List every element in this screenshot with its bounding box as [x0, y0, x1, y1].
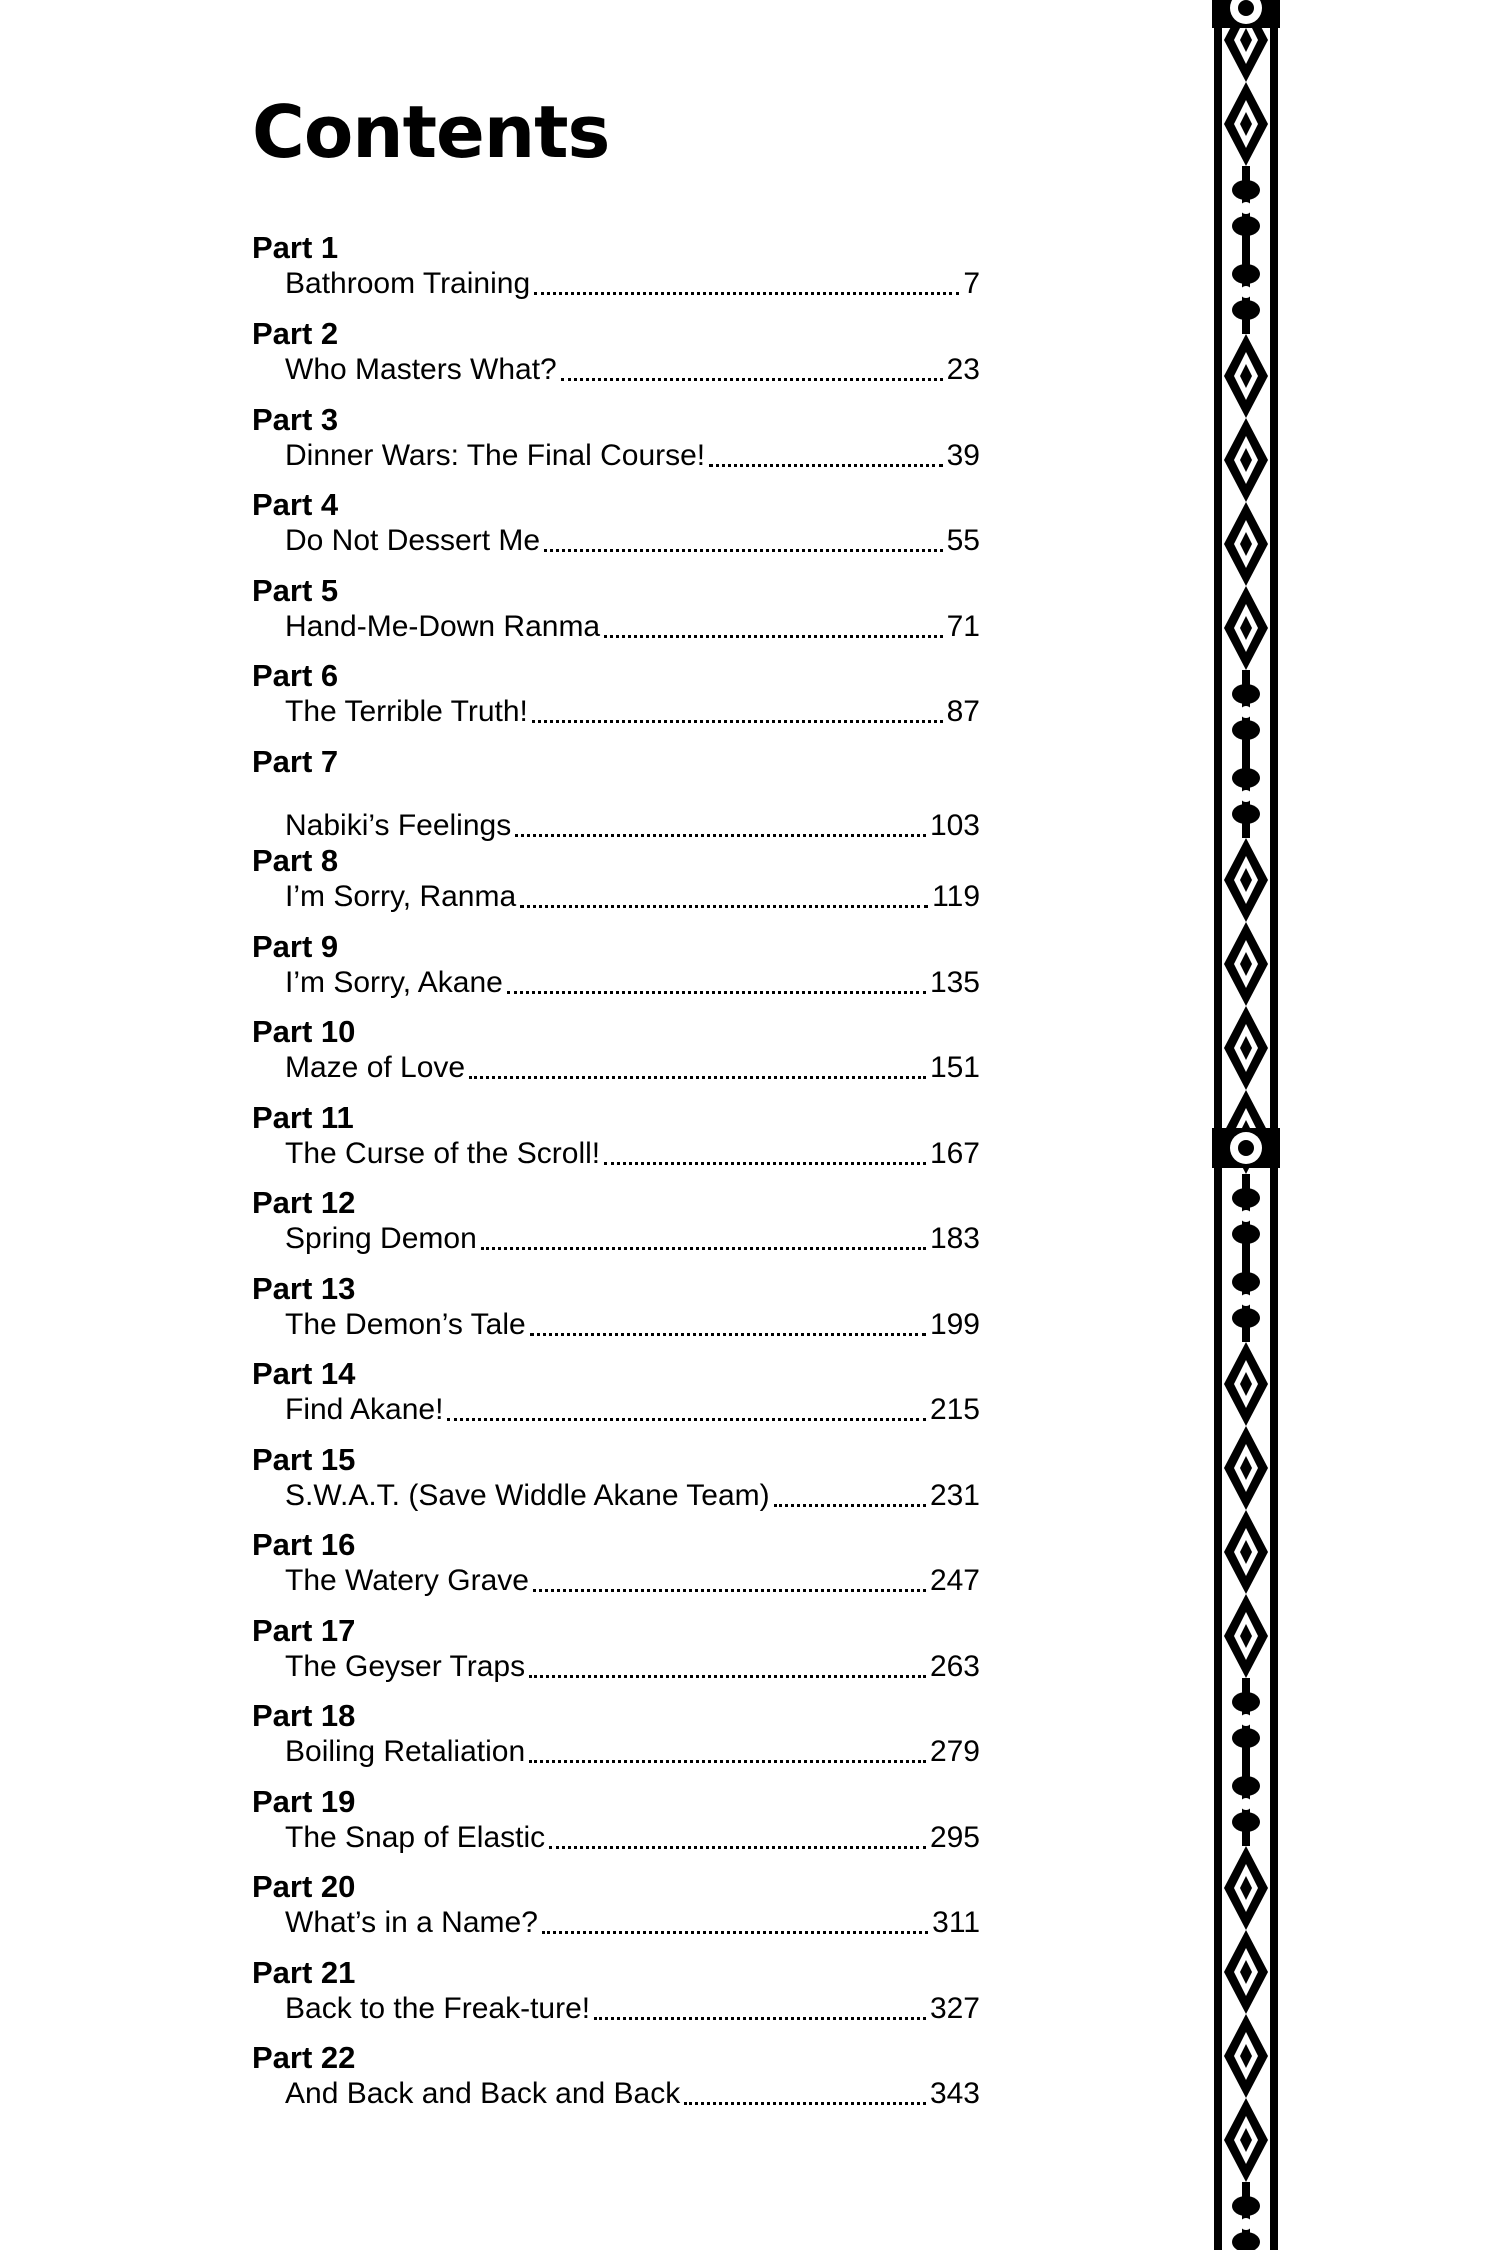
chapter-title: Hand-Me-Down Ranma	[285, 610, 601, 643]
chapter-title: Dinner Wars: The Final Course!	[285, 439, 706, 472]
chapter-line	[285, 1649, 980, 1685]
dot-leader	[542, 1931, 928, 1934]
dot-leader	[529, 1760, 926, 1763]
chapter-line	[285, 1136, 980, 1172]
page-number: 119	[932, 880, 980, 913]
page-number: 151	[929, 1051, 980, 1084]
page-number: 39	[946, 439, 980, 472]
chapter-title: I’m Sorry, Ranma	[285, 880, 517, 913]
dot-leader	[515, 834, 926, 837]
dot-leader	[530, 1333, 926, 1336]
chapter-line	[285, 1991, 980, 2027]
chapter-line	[285, 1905, 980, 1941]
dot-leader	[520, 905, 928, 908]
page-number: 135	[929, 966, 980, 999]
chapter-line	[285, 1820, 980, 1856]
chapter-line	[285, 965, 980, 1001]
dot-leader	[604, 635, 943, 638]
part-label: Part 21	[252, 1955, 356, 1990]
chapter-line	[285, 808, 980, 844]
dot-leader	[549, 1846, 926, 1849]
part-label: Part 4	[252, 487, 339, 522]
chapter-title: The Geyser Traps	[285, 1650, 526, 1683]
dot-leader	[469, 1076, 926, 1079]
chapter-line	[285, 1307, 980, 1343]
part-label: Part 7	[252, 744, 339, 779]
chapter-title: What’s in a Name?	[285, 1906, 538, 1939]
part-label: Part 3	[252, 402, 339, 437]
chapter-line	[285, 1734, 980, 1770]
part-label: Part 13	[252, 1271, 356, 1306]
part-label: Part 17	[252, 1613, 356, 1648]
page-number: 311	[932, 1906, 980, 1939]
page-number: 23	[946, 353, 980, 386]
part-label: Part 1	[252, 230, 339, 265]
chapter-line	[285, 523, 980, 559]
part-label: Part 14	[252, 1356, 356, 1391]
part-label: Part 12	[252, 1185, 356, 1220]
part-label: Part 11	[252, 1100, 354, 1135]
page-number: 167	[929, 1137, 980, 1170]
chapter-line	[285, 352, 980, 388]
page-number: 199	[929, 1308, 980, 1341]
dot-leader	[684, 2102, 926, 2105]
dot-leader	[594, 2017, 926, 2020]
page-number: 343	[929, 2077, 980, 2110]
dot-leader	[709, 464, 942, 467]
part-label: Part 20	[252, 1869, 356, 1904]
page-number: 263	[929, 1650, 980, 1683]
part-label: Part 16	[252, 1527, 356, 1562]
chapter-title: The Curse of the Scroll!	[285, 1137, 601, 1170]
part-label: Part 8	[252, 843, 339, 878]
chapter-line	[285, 438, 980, 474]
dot-leader	[774, 1504, 926, 1507]
chapter-line	[285, 879, 980, 915]
part-label: Part 10	[252, 1014, 356, 1049]
page-number: 71	[946, 610, 980, 643]
chapter-title: Boiling Retaliation	[285, 1735, 526, 1768]
dot-leader	[533, 1589, 926, 1592]
dot-leader	[534, 292, 959, 295]
chapter-title: I’m Sorry, Akane	[285, 966, 503, 999]
page-number: 231	[929, 1479, 980, 1512]
dot-leader	[447, 1418, 926, 1421]
page-title: Contents	[252, 90, 610, 174]
chapter-line	[285, 694, 980, 730]
part-label: Part 19	[252, 1784, 356, 1819]
part-label: Part 9	[252, 929, 339, 964]
chapter-title: S.W.A.T. (Save Widdle Akane Team)	[285, 1479, 770, 1512]
chapter-title: Do Not Dessert Me	[285, 524, 541, 557]
dot-leader	[544, 549, 943, 552]
chapter-title: Find Akane!	[285, 1393, 444, 1426]
chapter-title: Spring Demon	[285, 1222, 477, 1255]
part-label: Part 2	[252, 316, 339, 351]
dot-leader	[507, 991, 926, 994]
page-number: 295	[929, 1821, 980, 1854]
chapter-title: The Snap of Elastic	[285, 1821, 546, 1854]
dot-leader	[529, 1675, 926, 1678]
chapter-title: Bathroom Training	[285, 267, 531, 300]
page-number: 55	[946, 524, 980, 557]
chapter-line	[285, 609, 980, 645]
chapter-line	[285, 1563, 980, 1599]
chapter-title: And Back and Back and Back	[285, 2077, 681, 2110]
chapter-title: Nabiki’s Feelings	[285, 809, 512, 842]
part-label: Part 5	[252, 573, 339, 608]
page-number: 7	[963, 267, 980, 300]
chapter-line	[285, 1221, 980, 1257]
chapter-title: Who Masters What?	[285, 353, 557, 386]
page-number: 279	[929, 1735, 980, 1768]
page-number: 215	[929, 1393, 980, 1426]
page-number: 87	[946, 695, 980, 728]
chapter-line	[285, 1478, 980, 1514]
chapter-title: The Demon’s Tale	[285, 1308, 526, 1341]
chapter-title: Maze of Love	[285, 1051, 466, 1084]
chapter-line	[285, 2076, 980, 2112]
page-number: 103	[929, 809, 980, 842]
dot-leader	[532, 720, 943, 723]
part-label: Part 18	[252, 1698, 356, 1733]
chapter-line	[285, 1392, 980, 1428]
ornamental-border-icon	[1212, 0, 1280, 2250]
page-number: 327	[929, 1992, 980, 2025]
part-label: Part 15	[252, 1442, 356, 1477]
chapter-line	[285, 266, 980, 302]
dot-leader	[561, 378, 943, 381]
dot-leader	[604, 1162, 926, 1165]
chapter-line	[285, 1050, 980, 1086]
part-label: Part 22	[252, 2040, 356, 2075]
chapter-title: The Terrible Truth!	[285, 695, 528, 728]
page-number: 247	[929, 1564, 980, 1597]
part-label: Part 6	[252, 658, 339, 693]
chapter-title: Back to the Freak-ture!	[285, 1992, 591, 2025]
dot-leader	[481, 1247, 926, 1250]
page-number: 183	[929, 1222, 980, 1255]
chapter-title: The Watery Grave	[285, 1564, 529, 1597]
